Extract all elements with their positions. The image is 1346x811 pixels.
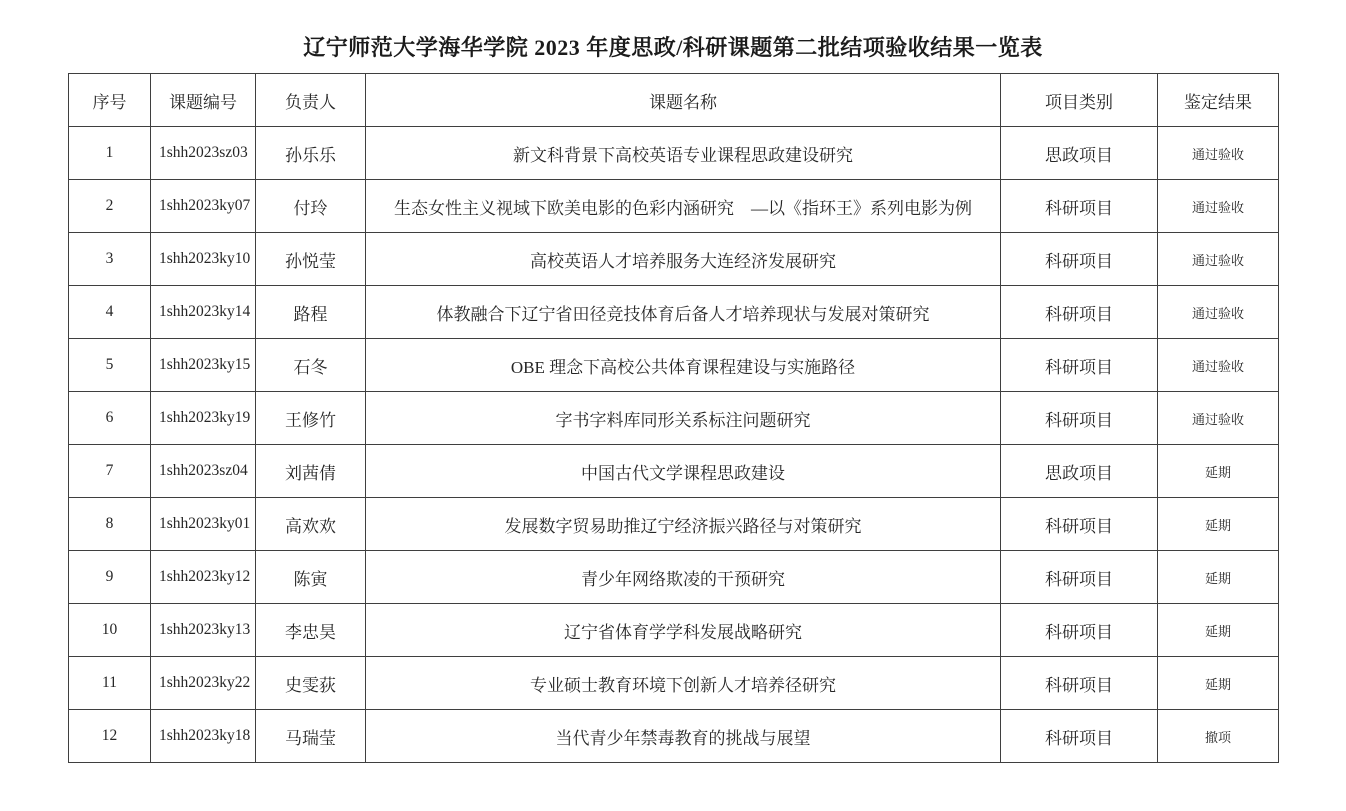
table-row xyxy=(69,180,1279,233)
cell-code: 1shh2023ky10 xyxy=(151,233,256,286)
cell-result: 延期 xyxy=(1158,657,1279,710)
cell-code: 1shh2023sz03 xyxy=(151,127,256,180)
cell-code: 1shh2023ky18 xyxy=(151,710,256,763)
table-row xyxy=(69,127,1279,180)
cell-category: 思政项目 xyxy=(1001,445,1158,498)
cell-seq: 12 xyxy=(69,710,151,763)
cell-title: 中国古代文学课程思政建设 xyxy=(366,445,1001,498)
cell-leader: 马瑞莹 xyxy=(256,710,366,763)
cell-seq: 5 xyxy=(69,339,151,392)
cell-leader: 石冬 xyxy=(256,339,366,392)
cell-seq: 7 xyxy=(69,445,151,498)
cell-code: 1shh2023ky01 xyxy=(151,498,256,551)
cell-title: 生态女性主义视域下欧美电影的色彩内涵研究 —以《指环王》系列电影为例 xyxy=(366,180,1001,233)
cell-title: 发展数字贸易助推辽宁经济振兴路径与对策研究 xyxy=(366,498,1001,551)
cell-result: 通过验收 xyxy=(1158,339,1279,392)
cell-result: 延期 xyxy=(1158,604,1279,657)
cell-leader: 孙悦莹 xyxy=(256,233,366,286)
cell-leader: 孙乐乐 xyxy=(256,127,366,180)
cell-title: 体教融合下辽宁省田径竞技体育后备人才培养现状与发展对策研究 xyxy=(366,286,1001,339)
cell-code: 1shh2023ky13 xyxy=(151,604,256,657)
table-row xyxy=(69,657,1279,710)
cell-category: 科研项目 xyxy=(1001,392,1158,445)
cell-category: 科研项目 xyxy=(1001,286,1158,339)
table-row xyxy=(69,445,1279,498)
cell-category: 科研项目 xyxy=(1001,657,1158,710)
cell-result: 延期 xyxy=(1158,445,1279,498)
cell-category: 思政项目 xyxy=(1001,127,1158,180)
col-header-leader: 负责人 xyxy=(256,74,366,127)
cell-code: 1shh2023ky12 xyxy=(151,551,256,604)
table-row xyxy=(69,233,1279,286)
cell-seq: 11 xyxy=(69,657,151,710)
cell-code: 1shh2023ky22 xyxy=(151,657,256,710)
table-row xyxy=(69,551,1279,604)
cell-code: 1shh2023ky19 xyxy=(151,392,256,445)
cell-category: 科研项目 xyxy=(1001,551,1158,604)
cell-title: 新文科背景下高校英语专业课程思政建设研究 xyxy=(366,127,1001,180)
cell-code: 1shh2023ky14 xyxy=(151,286,256,339)
cell-category: 科研项目 xyxy=(1001,498,1158,551)
cell-result: 通过验收 xyxy=(1158,233,1279,286)
col-header-result: 鉴定结果 xyxy=(1158,74,1279,127)
cell-title: 字书字料库同形关系标注问题研究 xyxy=(366,392,1001,445)
cell-seq: 2 xyxy=(69,180,151,233)
cell-leader: 付玲 xyxy=(256,180,366,233)
cell-seq: 8 xyxy=(69,498,151,551)
results-table xyxy=(68,73,1279,763)
cell-seq: 3 xyxy=(69,233,151,286)
cell-category: 科研项目 xyxy=(1001,233,1158,286)
page-title: 辽宁师范大学海华学院 2023 年度思政/科研课题第二批结项验收结果一览表 xyxy=(303,35,1043,60)
table-row xyxy=(69,392,1279,445)
cell-seq: 6 xyxy=(69,392,151,445)
cell-seq: 10 xyxy=(69,604,151,657)
cell-leader: 刘茜倩 xyxy=(256,445,366,498)
cell-seq: 1 xyxy=(69,127,151,180)
cell-title: 辽宁省体育学学科发展战略研究 xyxy=(366,604,1001,657)
cell-leader: 史雯荻 xyxy=(256,657,366,710)
cell-leader: 路程 xyxy=(256,286,366,339)
cell-title: 专业硕士教育环境下创新人才培养径研究 xyxy=(366,657,1001,710)
cell-result: 通过验收 xyxy=(1158,392,1279,445)
cell-category: 科研项目 xyxy=(1001,339,1158,392)
cell-seq: 4 xyxy=(69,286,151,339)
cell-leader: 李忠昊 xyxy=(256,604,366,657)
cell-result: 通过验收 xyxy=(1158,180,1279,233)
cell-result: 延期 xyxy=(1158,551,1279,604)
table-row xyxy=(69,286,1279,339)
col-header-seq: 序号 xyxy=(69,74,151,127)
cell-leader: 陈寅 xyxy=(256,551,366,604)
cell-title: 高校英语人才培养服务大连经济发展研究 xyxy=(366,233,1001,286)
table-body xyxy=(69,127,1279,763)
cell-title: OBE 理念下高校公共体育课程建设与实施路径 xyxy=(366,339,1001,392)
cell-title: 青少年网络欺凌的干预研究 xyxy=(366,551,1001,604)
table-row xyxy=(69,339,1279,392)
cell-result: 撤项 xyxy=(1158,710,1279,763)
cell-result: 通过验收 xyxy=(1158,127,1279,180)
table-row xyxy=(69,604,1279,657)
cell-code: 1shh2023ky07 xyxy=(151,180,256,233)
header-row xyxy=(69,74,1279,127)
table-row xyxy=(69,710,1279,763)
cell-leader: 王修竹 xyxy=(256,392,366,445)
cell-title: 当代青少年禁毒教育的挑战与展望 xyxy=(366,710,1001,763)
cell-category: 科研项目 xyxy=(1001,180,1158,233)
cell-code: 1shh2023sz04 xyxy=(151,445,256,498)
cell-category: 科研项目 xyxy=(1001,710,1158,763)
table-row xyxy=(69,498,1279,551)
cell-code: 1shh2023ky15 xyxy=(151,339,256,392)
cell-category: 科研项目 xyxy=(1001,604,1158,657)
cell-result: 延期 xyxy=(1158,498,1279,551)
col-header-category: 项目类别 xyxy=(1001,74,1158,127)
cell-seq: 9 xyxy=(69,551,151,604)
col-header-title: 课题名称 xyxy=(366,74,1001,127)
cell-result: 通过验收 xyxy=(1158,286,1279,339)
col-header-code: 课题编号 xyxy=(151,74,256,127)
cell-leader: 高欢欢 xyxy=(256,498,366,551)
